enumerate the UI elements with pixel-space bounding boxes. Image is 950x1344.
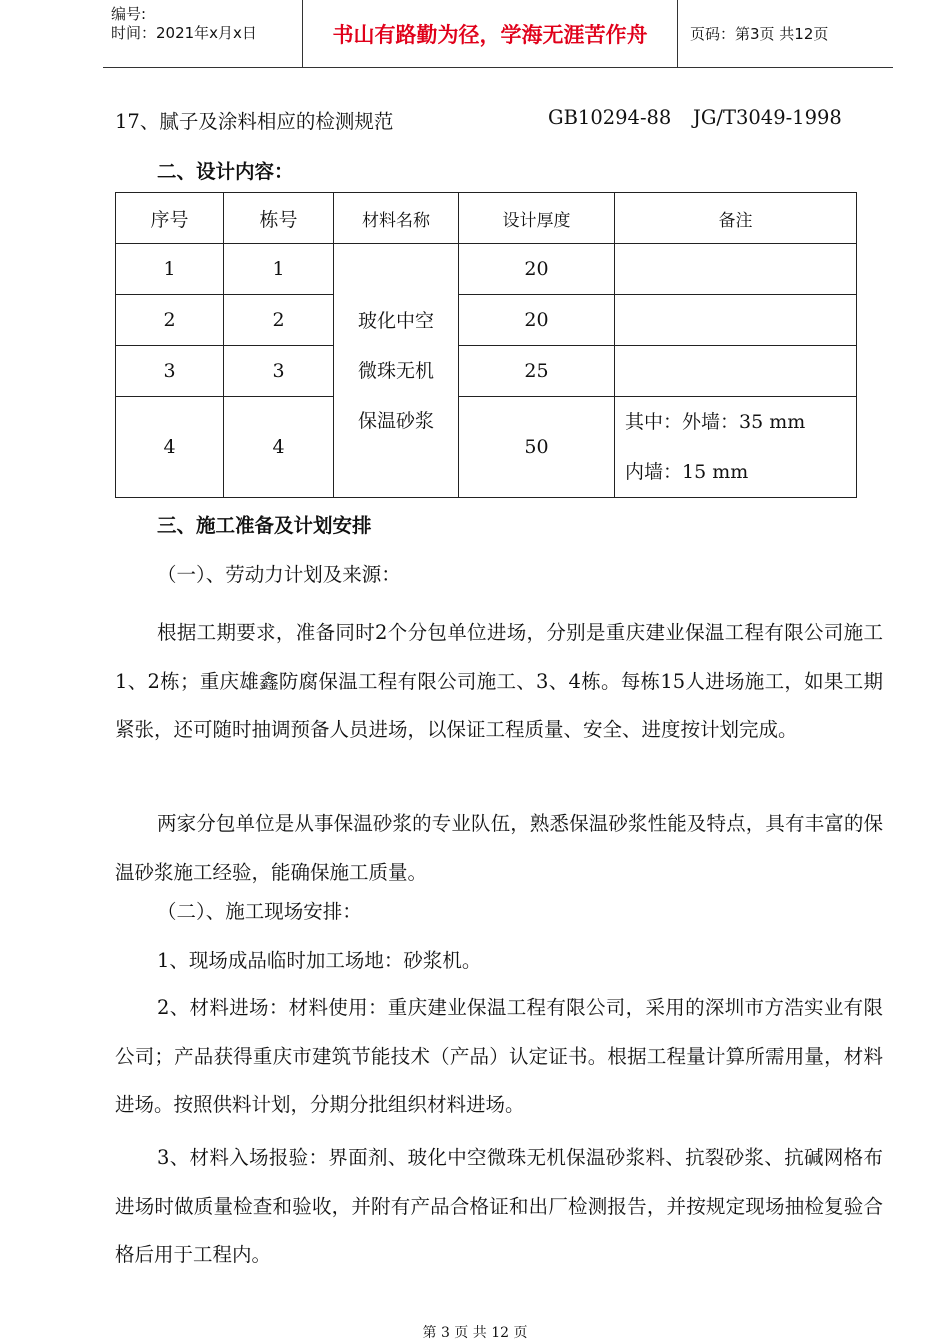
cell-note xyxy=(615,346,857,397)
note-line-outer: 其中：外墙：35 mm xyxy=(625,411,806,433)
header-cell-no: 序号 xyxy=(116,193,224,244)
cell-no: 3 xyxy=(116,346,224,397)
cell-note xyxy=(615,397,857,498)
cell-thickness: 25 xyxy=(459,346,615,397)
cell-building: 4 xyxy=(224,397,334,498)
item-material-entry: 2、材料进场：材料使用：重庆建业保温工程有限公司，采用的深圳市方浩实业有限公司；产品获得重庆市建筑节能技术（产品）认定证书。根据工程量计算所需用量，材料进场。按照供料计划，分期分批组织材料进场。 xyxy=(115,996,883,1116)
cell-building: 1 xyxy=(224,244,334,295)
table-row xyxy=(116,295,857,346)
table-row xyxy=(116,244,857,295)
header-cell-note: 备注 xyxy=(615,193,857,244)
note-line-inner: 内墙：15 mm xyxy=(625,461,749,483)
cell-no: 1 xyxy=(116,244,224,295)
header-page-info: 页码：第3页 共12页 xyxy=(690,25,829,43)
cell-no: 2 xyxy=(116,295,224,346)
design-table xyxy=(115,192,857,498)
cell-no: 4 xyxy=(116,397,224,498)
subsection-title-labor: （一）、劳动力计划及来源： xyxy=(157,563,401,586)
material-line: 微珠无机 xyxy=(357,359,434,382)
subsection-title-site: （二）、施工现场安排： xyxy=(157,900,362,923)
standard-line-17 xyxy=(115,106,842,134)
item-material-inspection: 3、材料入场报验：界面剂、玻化中空微珠无机保温砂浆料、抗裂砂浆、抗碱网格布进场时做质量检查和验收，并附有产品合格证和出厂检测报告，并按规定现场抽检复验合格后用于工程内。 xyxy=(115,1146,883,1266)
cell-material xyxy=(334,244,459,498)
cell-thickness: 20 xyxy=(459,244,615,295)
section-title-design: 二、设计内容： xyxy=(157,160,294,183)
cell-note xyxy=(615,295,857,346)
header-cell-building: 栋号 xyxy=(224,193,334,244)
cell-building: 2 xyxy=(224,295,334,346)
table-header-row xyxy=(116,193,857,244)
page-header xyxy=(103,0,893,68)
standard-code-gb: GB10294-88 xyxy=(548,106,672,129)
header-motto: 书山有路勤为径，学海无涯苦作舟 xyxy=(303,0,678,67)
paragraph-labor: 根据工期要求，准备同时2个分包单位进场，分别是重庆建业保温工程有限公司施工1、2栋；重庆雄鑫防腐保温工程有限公司施工、3、4栋。每栋15人进场施工，如果工期紧张，还可随时抽调预备人员进场，以保证工程质量、安全、进度按计划完成。 xyxy=(115,621,883,741)
material-line: 保温砂浆 xyxy=(357,409,434,432)
cell-thickness: 50 xyxy=(459,397,615,498)
cell-building: 3 xyxy=(224,346,334,397)
standard-name: 17、腻子及涂料相应的检测规范 xyxy=(115,110,394,133)
header-cell-thickness: 设计厚度 xyxy=(459,193,615,244)
table-row xyxy=(116,346,857,397)
item-processing-site: 1、现场成品临时加工场地：砂浆机。 xyxy=(157,949,482,972)
cell-thickness: 20 xyxy=(459,295,615,346)
header-meta xyxy=(103,0,303,67)
standard-code-jg: JG/T3049-1998 xyxy=(693,106,842,129)
section-title-preparation: 三、施工准备及计划安排 xyxy=(157,514,372,537)
time-label: 时间：2021年x月x日 xyxy=(111,24,257,42)
cell-note xyxy=(615,244,857,295)
header-cell-material: 材料名称 xyxy=(334,193,459,244)
paragraph-subcontractors: 两家分包单位是从事保温砂浆的专业队伍，熟悉保温砂浆性能及特点，具有丰富的保温砂浆施工经验，能确保施工质量。 xyxy=(115,812,883,884)
table-row xyxy=(116,397,857,498)
number-label: 编号: xyxy=(111,5,147,23)
material-line: 玻化中空 xyxy=(357,309,434,332)
page-footer: 第 3 页 共 12 页 xyxy=(422,1325,528,1341)
